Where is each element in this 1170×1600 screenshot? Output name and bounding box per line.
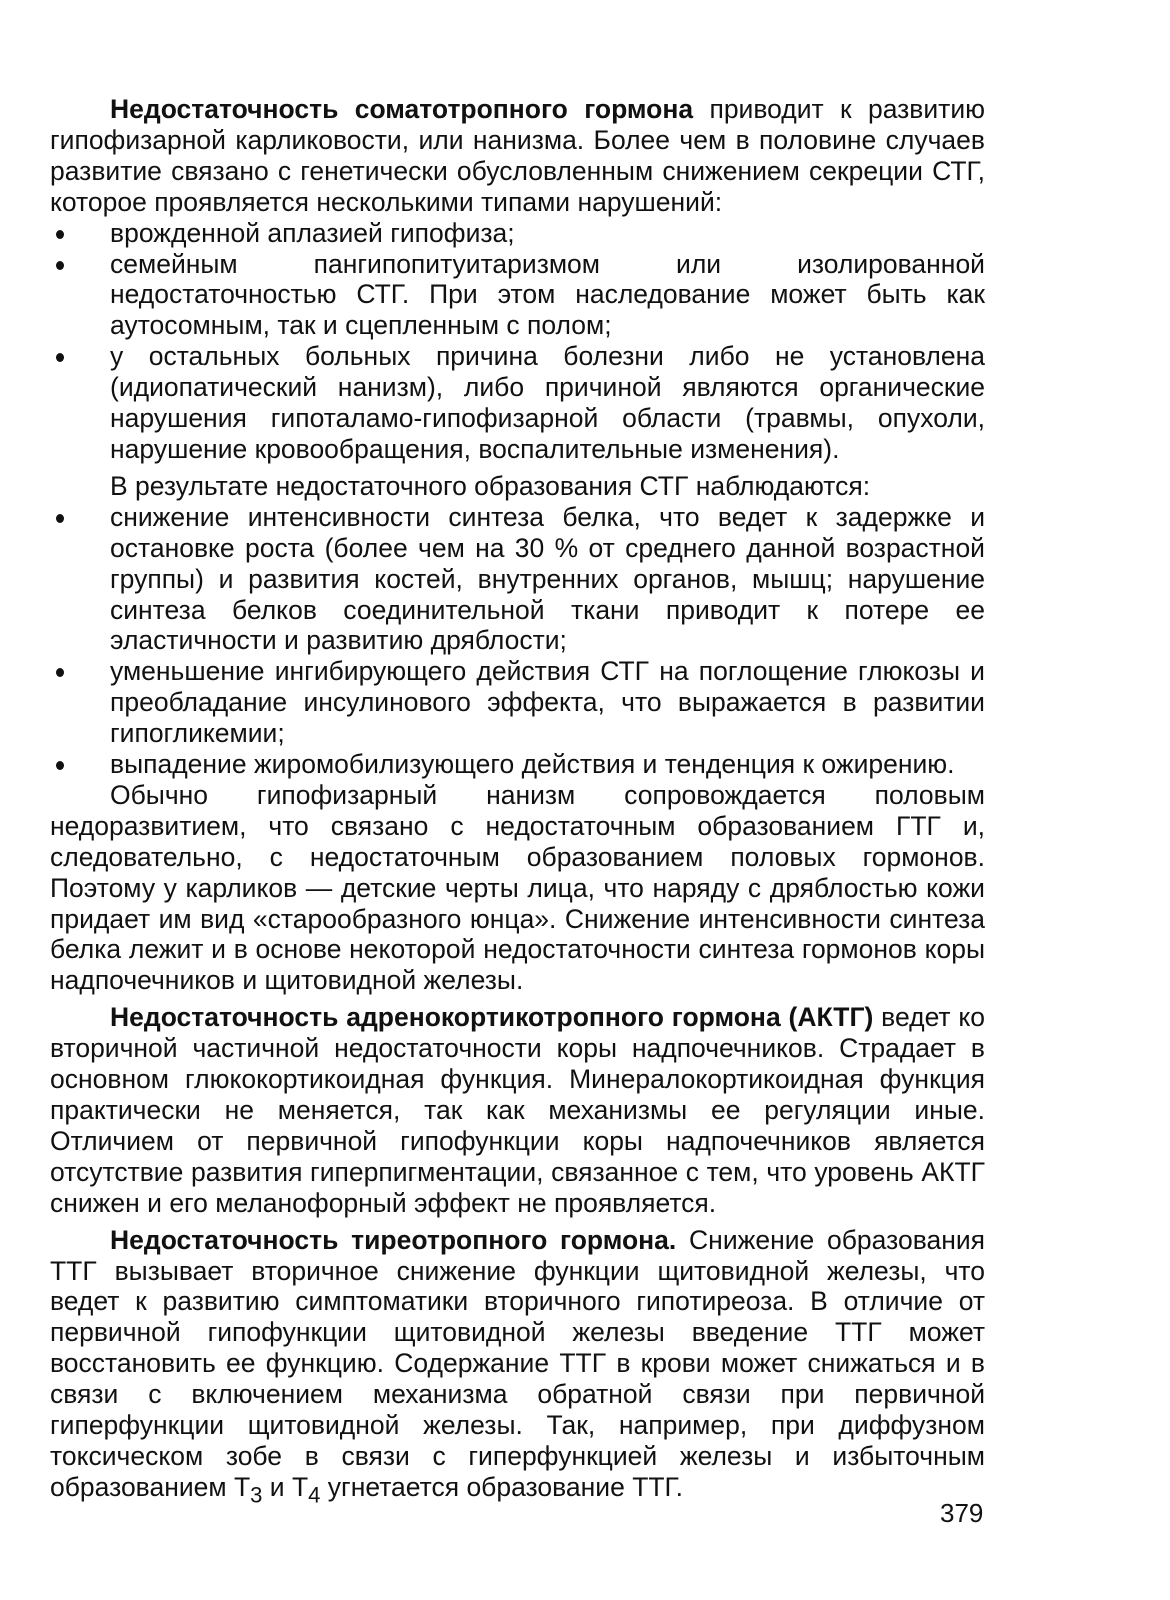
paragraph-ttg-deficiency (50, 1225, 985, 1511)
paragraph-consequences-intro: В результате недостаточного образования СТГ наблюдаются: (110, 470, 871, 501)
page-body (50, 94, 985, 1511)
list-item: уменьшение ингибирующего действия СТГ на поглощение глюкозы и преобладание инсулинового эффекта, что выражается в развитии гипогликемии; (50, 656, 985, 749)
paragraph-stg-deficiency-text: приводит к развитию гипофизарной карликовости, или нанизма. Более чем в половине случаев развитие связано с генетически обусловленным снижением секреции СТГ, которое проявляется несколькими типами нарушений: (50, 94, 985, 217)
list-disorder-types (50, 218, 985, 465)
paragraph-ttg-deficiency-text: Снижение образования ТТГ вызывает вторичное снижение функции щитовидной железы, что ведет к развитию симптоматики вторичного гипотиреоза. В отличие от первичной гипофункции щитовидной железы введение ТТГ может восстановить ее функцию. Содержание ТТГ в крови может снижаться и в связи с включением механизма обратной связи при первичной гиперфункции щитовидной железы. Так, например, при диффузном токсическом зобе в связи с гиперфункцией железы и избыточным образованием Т (50, 1224, 985, 1502)
list-item: снижение интенсивности синтеза белка, что ведет к задержке и остановке роста (более чем на 30 % от среднего данной возрастной группы) и развития костей, внутренних органов, мышц; нарушение синтеза белков соединительной ткани приводит к потере ее эластичности и развитию дряблости; (50, 502, 985, 657)
paragraph-ttg-deficiency-text-b: и Т (262, 1471, 309, 1502)
paragraph-stg-deficiency (50, 94, 985, 218)
heading-stg-deficiency: Недостаточность соматотропного гормона (110, 94, 694, 124)
paragraph-actg-deficiency-text: ведет ко вторичной частичной недостаточности коры надпочечников. Страдает в основном глюкокортикоидная функция. Минералокортикоидная функция практически не меняется, так как механизмы ее регуляции иные. Отличием от первичной гипофункции коры надпочечников является отсутствие развития гиперпигментации, связанное с тем, что уровень АКТГ снижен и его меланофорный эффект не проявляется. (50, 1002, 986, 1218)
list-item: выпадение жиромобилизующего действия и тенденция к ожирению. (50, 749, 985, 780)
paragraph-ttg-deficiency-text-c: угнетается образование ТТГ. (320, 1471, 684, 1502)
list-item: врожденной аплазией гипофиза; (50, 218, 985, 249)
list-item: у остальных больных причина болезни либо не установлена (идиопатический нанизм), либо причиной являются органические нарушения гипоталамо-гипофизарной области (травмы, опухоли, нарушение кровообращения, воспалительные изменения). (50, 341, 985, 465)
subscript-t4: 4 (308, 1482, 321, 1508)
page-number: 379 (940, 1498, 984, 1528)
list-consequences (50, 502, 985, 780)
heading-actg-deficiency: Недостаточность адренокортикотропного гормона (АКТГ) (110, 1002, 874, 1033)
heading-ttg-deficiency: Недостаточность тиреотропного гормона. (110, 1224, 677, 1255)
paragraph-pituitary-nanism: Обычно гипофизарный нанизм сопровождается половым недоразвитием, что связано с недостаточным образованием ГТГ и, следовательно, с недостаточным образованием половых гормонов. Поэтому у карликов — детские черты лица, что наряду с дряблостью кожи придает им вид «старообразного юнца». Снижение интенсивности синтеза белка лежит и в основе некоторой недостаточности синтеза гормонов коры надпочечников и щитовидной железы. (50, 779, 985, 996)
list-item: семейным пангипопитуитаризмом или изолированной недостаточностью СТГ. При этом наследование может быть как аутосомным, так и сцепленным с полом; (50, 249, 985, 342)
subscript-t3: 3 (250, 1482, 263, 1508)
paragraph-actg-deficiency (50, 1002, 985, 1218)
